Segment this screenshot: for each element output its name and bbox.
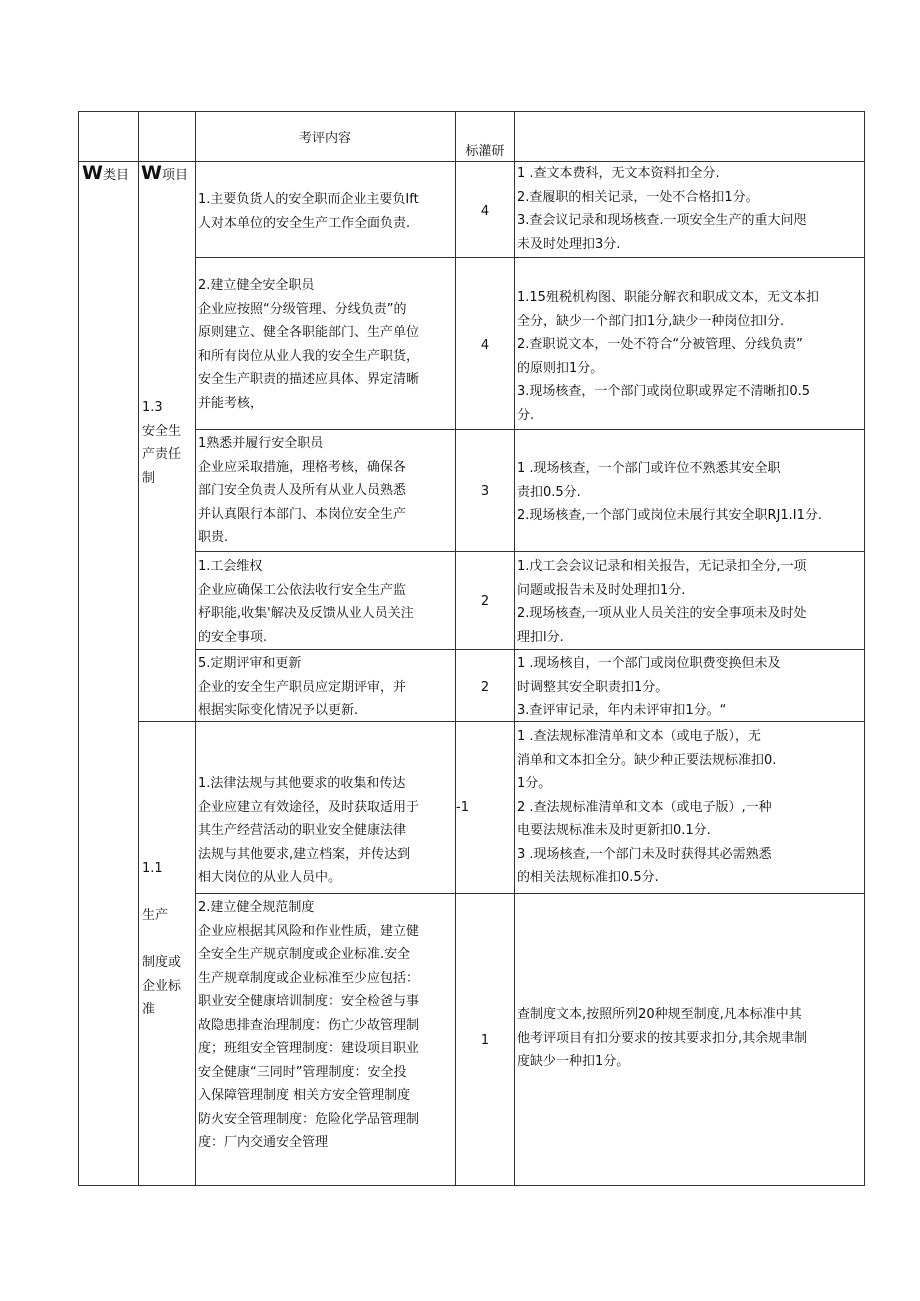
row-method: 查制度文本,按照所列20种规至制度,凡本标准中其 他考评项目有扣分要求的按其要求扣分,其余规聿制 度缺少一种扣1分。 [517,1007,808,1069]
category-label: 类目 [102,168,129,183]
row-divider [195,429,865,430]
table-border-bottom [78,1185,865,1186]
section-1-3-label: 1.3 安全生 产责任 制 [142,400,182,486]
row-score: 4 [480,204,490,219]
row-method: 1 .现场核自，一个部门或岗位职费变换但未及 时调整其安全职责扣1分。 3.查评审记录，年内未评审扣1分。“ [517,656,781,718]
row-method: 1.15殂税机构图、职能分解衣和职成文本，无文本扣 全分，缺少一个部门扣1分,缺少一种岗位扣l分. 2.查职说文本，一处不符合“分被管理、分线负责” 的原则扣1分。 3.现场核查，一个部门或岗位职或界定不清晰扣0.5 分. [517,290,819,423]
item-prefix: W [141,162,162,184]
header-content: 考评内容 [298,131,351,146]
row-divider [195,551,865,552]
item-label: 项目 [161,168,188,183]
header-category [82,134,138,189]
row-score: -1 [456,800,469,815]
header-score: 标灌研 [465,144,505,159]
row-score: 1 [480,1033,490,1048]
section-1-1-label: 1.1 生产 制度或 企业标 准 [142,861,182,1017]
row-content: 2.建立健全规范制度 企业应根据其风险和作业性质，建立健 全安全生产规京制度或企业标准.安全 生产规章制度或企业标准至少应包括： 职业安全健康培训制度：安全检爸与事 故隐患排查治理制度：伤亡少故管理制 度；班组安全管理制度：建设项目职业 安全健康“三同时”管理制度：安全投 入保障管理制度 相关方安全管理制度 防火安全管理制度：危险化学品管理制 度：厂内交通安全管理 [198,900,420,1150]
row-score: 2 [480,594,490,609]
row-content: 1.主要负货人的安全职而企业主要负Ift 人对本单位的安全生产工作全面负责. [198,192,419,231]
row-score: 4 [480,338,490,353]
row-score: 3 [480,484,490,499]
table-border-top [78,111,865,112]
row-content: 1.工会维权 企业应确保工公依法收行安全生产监 杼职能,收集'解决及反馈从业人员关注 的安全事项. [198,559,414,645]
row-method: 1 .查文本费科，无文本资料扣全分. 2.查履职的相关记录，一处不合格扣1分。 3.查会议记录和现场核查.一项安全生产的重大问咫 未及时处理扣3分. [517,166,807,252]
row-method: 1 .查法规标准清单和文本（或电子版），无 消单和文本扣全分。缺少种正要法规标准扣0. 1分。 2 .查法规标准清单和文本（或电子版）,一种 电要法规标准未及时更新扣0.1分. 3 .现场核查,一个部门未及时获得其必需熟悉 的相关法规标准扣0.5分. [517,729,777,885]
row-divider [195,893,865,894]
row-method: 1 .现场核查，一个部门或许位不熟悉其安全职 责扣0.5分. 2.现场核查,一个部门或岗位未展行其安全职RJ1.I1分. [517,461,823,523]
row-content: 5.定期评审和更新 企业的安全生产职员应定期评审，并 根据实际变化情况予以更新. [198,656,407,718]
row-content: 2.建立健全安全职员 企业应按照“分级管理、分线负责”的 原则建立、健全各职能部门、生产单位 和所有岗位从业人我的安全生产职货， 安全生产职责的描述应具体、界定清晰 并能考核， [198,278,420,411]
row-content: 1.法律法规与其他要求的收集和传达 企业应建立有效途径，及时获取适用于 其生产经营活动的职业安全健康法律 法规与其他要求,建立档案，并传达到 相大岗位的从业人员中。 [198,776,420,885]
category-prefix: W [82,162,103,184]
table-border-left [78,111,79,1186]
row-content: 1熟悉并履行安全职员 企业应采取措施，理格考核，确保各 部门安全负责人及所有从业人员熟悉 并认真限行本部门、本岗位安全生产 职贵. [198,436,407,545]
row-score: 2 [480,680,490,695]
row-divider [195,257,865,258]
header-item [141,134,195,189]
row-divider [195,649,865,650]
col-divider-1 [138,111,139,1186]
row-method: 1.戊工会会议记录和相关报告，无记录扣全分,一项 问题或报告未及时处理扣1分. 2.现场核查,一项从业人员关注的安全事项未及时处 理扣l分. [517,559,807,645]
